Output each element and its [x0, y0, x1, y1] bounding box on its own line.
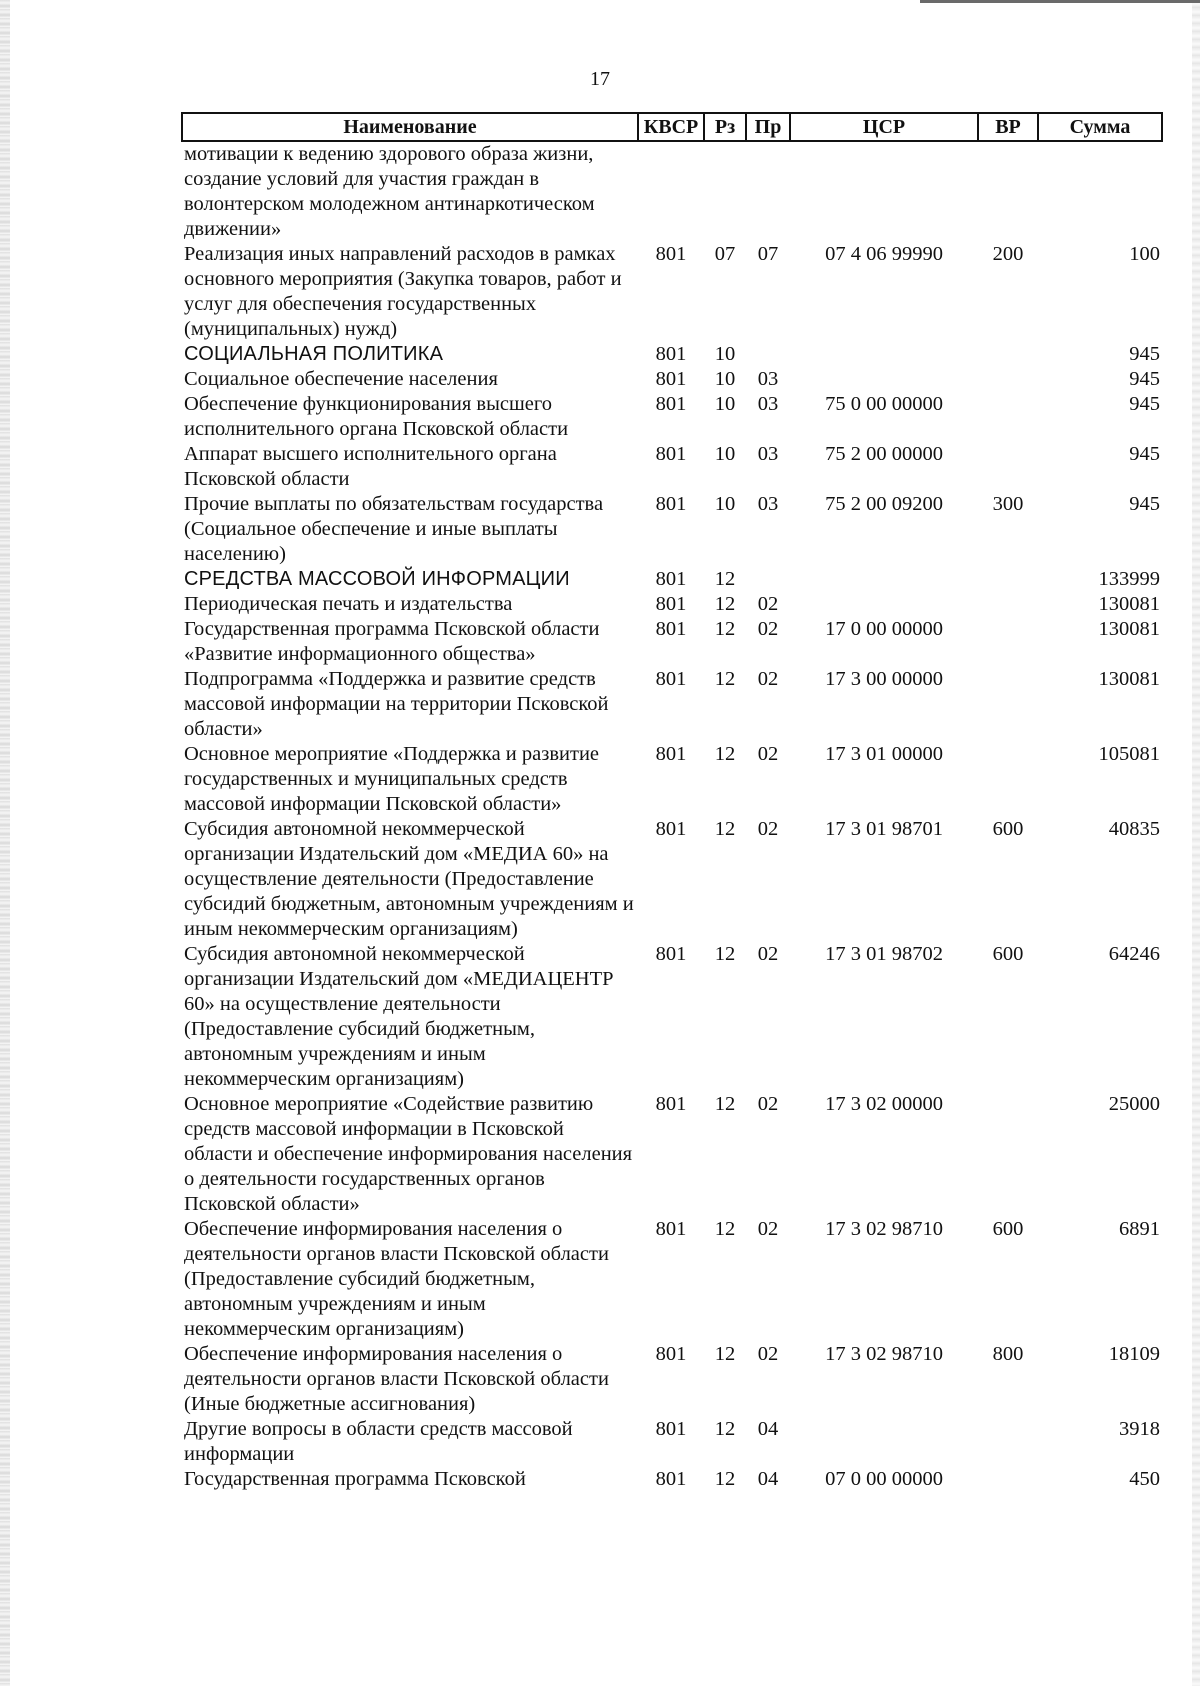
- row-csr-cell: 17 3 01 98702: [825, 943, 943, 965]
- row-csr-cell: 17 3 01 00000: [825, 743, 943, 765]
- row-pr-cell: 04: [757, 1418, 779, 1440]
- row-rz-cell: 10: [714, 368, 736, 390]
- row-csr-cell: [790, 342, 978, 367]
- row-vr-cell: [978, 141, 1038, 242]
- row-vr-cell: [978, 367, 1038, 392]
- row-sum-cell: 945: [1129, 493, 1160, 515]
- row-pr-cell: 02: [757, 593, 779, 615]
- row-pr-cell: 02: [757, 668, 779, 690]
- row-csr-cell: 07 4 06 99990: [825, 243, 943, 265]
- row-csr-cell: 07 0 00 00000: [825, 1468, 943, 1490]
- row-sum-cell: 105081: [1098, 743, 1160, 765]
- row-name-cell: Основное мероприятие «Содействие развитию средств массовой информации в Псковской области и обеспечение информирования населения о деятельности государственных органов Псковской области»: [184, 1093, 633, 1215]
- row-pr-cell: 02: [757, 743, 779, 765]
- row-vr-cell: [978, 342, 1038, 367]
- row-rz-cell: 12: [714, 1468, 736, 1490]
- header-pr: Пр: [746, 113, 790, 141]
- table-row: [182, 242, 1162, 342]
- row-csr-cell: [790, 567, 978, 592]
- table-row: [182, 342, 1162, 367]
- row-kvsr-cell: 801: [655, 1093, 687, 1115]
- header-name: Наименование: [182, 113, 638, 141]
- table-header: [182, 113, 1162, 141]
- header-csr: ЦСР: [790, 113, 978, 141]
- row-rz-cell: 12: [714, 743, 736, 765]
- row-csr-cell: 17 3 00 00000: [825, 668, 943, 690]
- row-vr-cell: [978, 567, 1038, 592]
- row-vr-cell: [978, 1417, 1038, 1467]
- row-rz-cell: 12: [714, 818, 736, 840]
- row-vr-cell: 600: [992, 818, 1024, 840]
- table-row: [182, 1217, 1162, 1342]
- row-vr-cell: [978, 1092, 1038, 1217]
- row-name-cell: Другие вопросы в области средств массовой информации: [184, 1418, 573, 1465]
- row-kvsr-cell: 801: [655, 593, 687, 615]
- row-name-cell: Подпрограмма «Поддержка и развитие средств массовой информации на территории Псковской области»: [184, 668, 609, 740]
- row-pr-cell: 02: [757, 818, 779, 840]
- row-name-cell: Обеспечение функционирования высшего исполнительного органа Псковской области: [184, 393, 569, 440]
- row-sum-cell: 6891: [1119, 1218, 1160, 1240]
- row-vr-cell: [978, 442, 1038, 492]
- row-kvsr-cell: 801: [655, 1343, 687, 1365]
- table-row: [182, 492, 1162, 567]
- header-sum: Сумма: [1038, 113, 1162, 141]
- row-sum-cell: 40835: [1108, 818, 1160, 840]
- row-name-cell: Основное мероприятие «Поддержка и развитие государственных и муниципальных средств массовой информации Псковской области»: [184, 743, 600, 815]
- table-row: [182, 617, 1162, 667]
- row-kvsr-cell: 801: [655, 1418, 687, 1440]
- row-kvsr-cell: 801: [655, 943, 687, 965]
- row-pr-cell: 04: [757, 1468, 779, 1490]
- row-rz-cell: 12: [714, 568, 736, 590]
- row-pr-cell: 02: [757, 1093, 779, 1115]
- row-csr-cell: 75 0 00 00000: [825, 393, 943, 415]
- row-name-cell: Обеспечение информирования населения о деятельности органов власти Псковской области (Предоставление субсидий бюджетным, автономным учреждениям и иным некоммерческим организациям): [184, 1218, 609, 1340]
- row-vr-cell: [978, 667, 1038, 742]
- table-row: [182, 942, 1162, 1092]
- row-rz-cell: 10: [714, 393, 736, 415]
- row-rz-cell: [704, 141, 746, 242]
- row-sum-cell: 130081: [1098, 618, 1160, 640]
- row-csr-cell: 17 3 02 98710: [825, 1218, 943, 1240]
- row-name-cell: мотивации к ведению здорового образа жизни, создание условий для участия граждан в волонтерском молодежном антинаркотическом движении»: [184, 143, 595, 240]
- header-rz: Рз: [704, 113, 746, 141]
- row-name-cell: Аппарат высшего исполнительного органа Псковской области: [184, 443, 557, 490]
- row-rz-cell: 12: [714, 1418, 736, 1440]
- row-sum-cell: [1038, 141, 1162, 242]
- table-row: [182, 442, 1162, 492]
- row-csr-cell: [790, 367, 978, 392]
- table-row: [182, 667, 1162, 742]
- row-sum-cell: 100: [1129, 243, 1160, 265]
- row-name-cell: Прочие выплаты по обязательствам государства (Социальное обеспечение и иные выплаты населению): [184, 493, 604, 565]
- row-name-cell: СРЕДСТВА МАССОВОЙ ИНФОРМАЦИИ: [184, 568, 570, 590]
- row-kvsr-cell: 801: [655, 743, 687, 765]
- row-name-cell: Обеспечение информирования населения о деятельности органов власти Псковской области (Иные бюджетные ассигнования): [184, 1343, 609, 1415]
- row-rz-cell: 12: [714, 668, 736, 690]
- row-pr-cell: 02: [757, 618, 779, 640]
- row-rz-cell: 12: [714, 618, 736, 640]
- row-vr-cell: [978, 617, 1038, 667]
- scan-edge-left: [0, 0, 10, 1686]
- row-rz-cell: 10: [714, 493, 736, 515]
- row-rz-cell: 12: [714, 1218, 736, 1240]
- row-kvsr-cell: 801: [655, 493, 687, 515]
- row-kvsr-cell: 801: [655, 568, 687, 590]
- row-sum-cell: 130081: [1098, 668, 1160, 690]
- table-row: [182, 367, 1162, 392]
- row-sum-cell: 18109: [1108, 1343, 1160, 1365]
- row-pr-cell: 03: [757, 443, 779, 465]
- row-csr-cell: 17 3 01 98701: [825, 818, 943, 840]
- table-body: [182, 141, 1162, 1492]
- row-name-cell: Социальное обеспечение населения: [184, 368, 498, 390]
- row-name-cell: СОЦИАЛЬНАЯ ПОЛИТИКА: [184, 343, 444, 365]
- row-sum-cell: 450: [1129, 1468, 1160, 1490]
- row-kvsr-cell: 801: [655, 618, 687, 640]
- row-sum-cell: 945: [1129, 393, 1160, 415]
- table-row: [182, 1417, 1162, 1467]
- row-pr-cell: 03: [757, 368, 779, 390]
- table-row: [182, 1467, 1162, 1492]
- row-name-cell: Государственная программа Псковской: [184, 1468, 526, 1490]
- row-pr-cell: [746, 141, 790, 242]
- header-row: [182, 113, 1162, 141]
- row-vr-cell: 600: [992, 943, 1024, 965]
- row-vr-cell: [978, 1467, 1038, 1492]
- row-csr-cell: 75 2 00 09200: [825, 493, 943, 515]
- row-rz-cell: 07: [714, 243, 736, 265]
- row-kvsr-cell: 801: [655, 368, 687, 390]
- row-pr-cell: 02: [757, 1218, 779, 1240]
- page-number: 17: [590, 68, 610, 90]
- row-kvsr-cell: 801: [655, 443, 687, 465]
- row-vr-cell: [978, 742, 1038, 817]
- row-csr-cell: [790, 141, 978, 242]
- row-vr-cell: 200: [992, 243, 1024, 265]
- row-kvsr-cell: 801: [655, 668, 687, 690]
- row-rz-cell: 12: [714, 1093, 736, 1115]
- row-vr-cell: 600: [992, 1218, 1024, 1240]
- row-vr-cell: [978, 592, 1038, 617]
- scan-edge-right: [1192, 0, 1200, 1686]
- budget-table: [181, 112, 1163, 1492]
- row-kvsr-cell: 801: [655, 1468, 687, 1490]
- row-kvsr-cell: [638, 141, 704, 242]
- row-sum-cell: 25000: [1108, 1093, 1160, 1115]
- row-sum-cell: 945: [1129, 343, 1160, 365]
- row-kvsr-cell: 801: [655, 343, 687, 365]
- row-name-cell: Периодическая печать и издательства: [184, 593, 513, 615]
- row-pr-cell: 02: [757, 943, 779, 965]
- row-csr-cell: 75 2 00 00000: [825, 443, 943, 465]
- row-csr-cell: [790, 1417, 978, 1467]
- row-sum-cell: 133999: [1098, 568, 1160, 590]
- row-csr-cell: 17 0 00 00000: [825, 618, 943, 640]
- row-sum-cell: 64246: [1108, 943, 1160, 965]
- row-pr-cell: 02: [757, 1343, 779, 1365]
- row-pr-cell: 07: [757, 243, 779, 265]
- row-csr-cell: [790, 592, 978, 617]
- row-kvsr-cell: 801: [655, 818, 687, 840]
- row-pr-cell: 03: [757, 393, 779, 415]
- row-kvsr-cell: 801: [655, 393, 687, 415]
- row-pr-cell: 03: [757, 493, 779, 515]
- header-vr: ВР: [978, 113, 1038, 141]
- row-sum-cell: 130081: [1098, 593, 1160, 615]
- budget-table-container: [181, 112, 1161, 1492]
- table-row: [182, 817, 1162, 942]
- table-row: [182, 742, 1162, 817]
- row-rz-cell: 10: [714, 343, 736, 365]
- row-sum-cell: 3918: [1119, 1418, 1160, 1440]
- row-vr-cell: 800: [992, 1343, 1024, 1365]
- row-name-cell: Реализация иных направлений расходов в рамках основного мероприятия (Закупка товаров, работ и услуг для обеспечения государственных (муниципальных) нужд): [184, 243, 622, 340]
- row-rz-cell: 12: [714, 943, 736, 965]
- row-rz-cell: 12: [714, 593, 736, 615]
- row-vr-cell: [978, 392, 1038, 442]
- row-name-cell: Субсидия автономной некоммерческой организации Издательский дом «МЕДИА 60» на осуществление деятельности (Предоставление субсидий бюджетным, автономным учреждениям и иным некоммерческим организациям): [184, 818, 634, 940]
- table-row: [182, 592, 1162, 617]
- row-pr-cell: [746, 342, 790, 367]
- row-csr-cell: 17 3 02 98710: [825, 1343, 943, 1365]
- row-kvsr-cell: 801: [655, 243, 687, 265]
- row-sum-cell: 945: [1129, 368, 1160, 390]
- row-csr-cell: 17 3 02 00000: [825, 1093, 943, 1115]
- row-sum-cell: 945: [1129, 443, 1160, 465]
- scan-top-line: [920, 0, 1200, 3]
- table-row: [182, 1092, 1162, 1217]
- table-row: [182, 392, 1162, 442]
- row-vr-cell: 300: [992, 493, 1024, 515]
- row-name-cell: Субсидия автономной некоммерческой организации Издательский дом «МЕДИАЦЕНТР 60» на осуществление деятельности (Предоставление субсидий бюджетным, автономным учреждениям и иным некоммерческим организациям): [184, 943, 614, 1090]
- row-pr-cell: [746, 567, 790, 592]
- row-name-cell: Государственная программа Псковской области «Развитие информационного общества»: [184, 618, 600, 665]
- row-rz-cell: 10: [714, 443, 736, 465]
- header-kvsr: КВСР: [638, 113, 704, 141]
- row-rz-cell: 12: [714, 1343, 736, 1365]
- table-row: [182, 1342, 1162, 1417]
- table-row: [182, 141, 1162, 242]
- row-kvsr-cell: 801: [655, 1218, 687, 1240]
- table-row: [182, 567, 1162, 592]
